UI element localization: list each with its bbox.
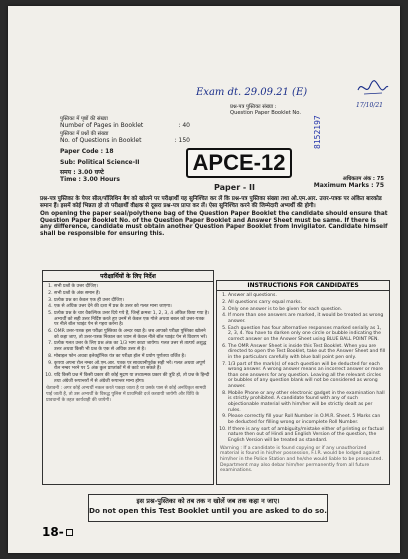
- pages-row: [60, 122, 190, 129]
- english-instruction: 2. All questions carry equal marks.: [228, 300, 386, 306]
- hindi-instruction: 8. मोबाइल फोन अथवा इलेक्ट्रॉनिक यंत्र का परीक्षा हॉल में प्रयोग पूर्णतया वर्जित है।: [54, 354, 210, 360]
- subject: Sub: Political Science-II: [60, 159, 140, 167]
- english-instruction: 7. 1/3 part of the mark(s) of each question will be deducted for each wrong answer. A wrong answer means an incorrect answer or more than one answers for any question. Leaving all the relevant circles or bubbles of any question blank will not be considered as wrong answer.: [228, 362, 386, 390]
- english-warning-note: Warning : If a candidate is found copying or if any unauthorized material is found in his/her possession, F.I.R. would be lodged against him/her in the Police Station and he/she would liable to be prosecuted. Department may also debar him/her permanently from all future examinations.: [220, 445, 383, 474]
- pages-label: Number of Pages in Booklet: [60, 122, 144, 130]
- notice-hindi: इस प्रश्न-पुस्तिका को तब तक न खोलें जब तक कहा न जाए।: [136, 497, 280, 505]
- hindi-instructions-box: [42, 270, 214, 485]
- english-instruction: 4. If more than one answers are marked, it would be treated as wrong answer.: [228, 313, 386, 324]
- pages-value: : 40: [178, 122, 190, 130]
- hindi-warning-note: चेतावनी : अगर कोई अभ्यर्थी नकल करते पकड़ा जाता है या उसके पास से कोई अनधिकृत सामग्री पाई जाती है, तो उस अभ्यर्थी के विरुद्ध पुलिस में प्राथमिकी दर्ज करवायी जायेगी और विधि के प्रावधानों के तहत कार्यवाही की जायेगी।: [46, 386, 206, 403]
- english-instruction: 9. Please correctly fill your Roll Number in O.M.R. Sheet. 5 Marks can be deducted for filling wrong or incomplete Roll Number.: [228, 414, 386, 425]
- hindi-instruction: 1. सभी प्रश्नों के उत्तर दीजिए।: [54, 284, 210, 290]
- questions-value: : 150: [174, 137, 190, 145]
- hindi-instructions-list: [43, 282, 213, 384]
- english-instruction: 10. If there is any sort of ambiguity/mistake either of printing or factual nature then out of Hindi and English Version of the question, the English Version will be treated as standard.: [228, 427, 386, 444]
- max-marks-hindi: अधिकतम अंक : 75: [342, 176, 384, 182]
- english-instruction: 5. Each question has four alternative responses marked serially as 1, 2, 3, 4. You have to darken only one circle or bubble indicating the correct answer on the Answer Sheet using BLUE BALL POINT PEN.: [228, 326, 386, 343]
- invigilator-signature: [356, 78, 390, 109]
- paper-number: Paper - II: [214, 183, 255, 192]
- hindi-instruction: 9. कृपया अपना रोल नम्बर ओ.एम.आर. पत्रक पर सावधानीपूर्वक सही भरें। गलत अथवा अपूर्ण रोल नम्बर भरने पर 5 अंक कुल प्राप्तांकों में से काटे जा सकते हैं।: [54, 361, 210, 372]
- do-not-open-notice: [88, 494, 328, 522]
- max-marks: Maximum Marks : 75: [313, 182, 384, 190]
- question-booklet-cover: [8, 6, 400, 553]
- hindi-instruction: 3. प्रत्येक प्रश्न का केवल एक ही उत्तर दीजिए।: [54, 298, 210, 304]
- qpb-hindi: प्रश्न-पत्र पुस्तिका संख्या :: [230, 104, 277, 110]
- english-instructions-box: [216, 280, 390, 485]
- pages-hindi: पुस्तिका में पृष्ठों की संख्या: [60, 116, 108, 122]
- booklet-info: [60, 116, 190, 183]
- hindi-instruction: 7. प्रत्येक गलत उत्तर के लिए प्रश्न अंक का 1/3 भाग काटा जायेगा। गलत उत्तर से तात्पर्य अशुद्ध उत्तर अथवा किसी भी प्रश्न के एक से अधिक उत्तर से है।: [54, 341, 210, 352]
- exam-title: APCE-12: [186, 148, 292, 178]
- max-marks-block: [308, 176, 384, 189]
- handwritten-exam-date: Exam dt. 29.09.21 (E): [196, 87, 308, 98]
- warning-english: On opening the paper seal/polythene bag of the Question Paper Booklet the candidate should ensure that Question Paper Booklet No. of the Question Paper Booklet and Answer Sheet must be same. If there is any difference, candidate must obtain another Question Paper Booklet from Invigilator. Candidate himself shall be responsible for ensuring this.: [40, 210, 388, 238]
- english-instruction: 6. The OMR Answer Sheet is inside this Test Booklet. When you are directed to open the Test Booklet, take out the Answer Sheet and fill in the particulars carefully with blue ball point pen only.: [228, 344, 386, 361]
- hindi-instruction: 2. सभी प्रश्नों के अंक समान हैं।: [54, 291, 210, 297]
- hindi-instruction: 4. एक से अधिक उत्तर देने की दशा में प्रश्न के उत्तर को गलत माना जाएगा।: [54, 304, 210, 310]
- english-instructions-list: [217, 291, 389, 444]
- notice-english: Do not open this Test Booklet until you are asked to do so.: [89, 506, 327, 515]
- paper-code-footer: [42, 525, 73, 539]
- questions-hindi: पुस्तिका में प्रश्नों की संख्या: [60, 131, 109, 138]
- booklet-warning: [40, 196, 388, 238]
- english-instruction: 3. Only one answer is to be given for each question.: [228, 307, 386, 313]
- warning-hindi: प्रश्न-पत्र पुस्तिका के पेपर सील/पॉलिथिन बैग को खोलने पर परीक्षार्थी यह सुनिश्चित कर लें कि प्रश्न-पत्र पुस्तिका संख्या तथा ओ.एम.आर. उत्तर-पत्रक पर अंकित बारकोड समान हैं। इसमें कोई भिन्नता हो तो परीक्षार्थी वीक्षक से दूसरा प्रश्न-पत्र प्राप्त कर लें। ऐसा सुनिश्चित करने की जिम्मेदारी अभ्यर्थी की होगी।: [40, 196, 382, 209]
- signature-scribble: [356, 78, 390, 100]
- hindi-instruction: 6. OMR उत्तर-पत्रक इस परीक्षा पुस्तिका के अन्दर रखा है। जब आपको परीक्षा पुस्तिका खोलने को कहा जाए, तो उत्तर-पत्रक निकाल कर ध्यान से केवल नीले बॉल प्वाइंट पेन से विवरण भरें।: [54, 329, 210, 340]
- qpb-number-block: [230, 104, 320, 116]
- hindi-instruction: 5. प्रत्येक प्रश्न के चार वैकल्पिक उत्तर दिये गये हैं, जिन्हें क्रमशः 1, 2, 3, 4 अंकित किया गया है। अभ्यर्थी को सही उत्तर निर्दिष्ट करते हुए उनमें से केवल एक गोले अथवा बबल को उत्तर-पत्रक पर नीले बॉल प्वाइंट पेन से गहरा करना है।: [54, 311, 210, 328]
- paper-code-footer-text: 18-: [42, 525, 64, 539]
- time: Time : 3.00 Hours: [60, 176, 120, 184]
- english-instruction: 8. Mobile Phone or any other electronic gadget in the examination hall is strictly prohibited. A candidate found with any of such objectionable material with him/her will be strictly dealt as per rules.: [228, 391, 386, 413]
- checkbox-square-icon: [66, 529, 73, 536]
- hindi-instructions-title: परीक्षार्थियों के लिए निर्देश: [43, 271, 213, 282]
- signature-date: 17/10/21: [356, 102, 383, 109]
- questions-label: No. of Questions in Booklet: [60, 137, 142, 145]
- hindi-instruction: 10. यदि किसी प्रश्न में किसी प्रकार की कोई मुद्रण या तथ्यात्मक प्रकार की त्रुटि हो, तो प्रश्न के हिन्दी तथा अंग्रेजी रूपान्तरों में से अंग्रेजी रूपान्तर मान्य होगा।: [54, 373, 210, 384]
- paper-code: Paper Code : 18: [60, 148, 114, 156]
- booklet-serial-number: 8152197: [313, 115, 322, 149]
- english-instruction: 1. Answer all questions.: [228, 293, 386, 299]
- english-instructions-title: INSTRUCTIONS FOR CANDIDATES: [217, 281, 389, 291]
- time-hindi: समय : 3.00 घण्टे: [60, 169, 104, 177]
- questions-row: [60, 137, 190, 144]
- qpb-label: Question Paper Booklet No.: [230, 110, 302, 117]
